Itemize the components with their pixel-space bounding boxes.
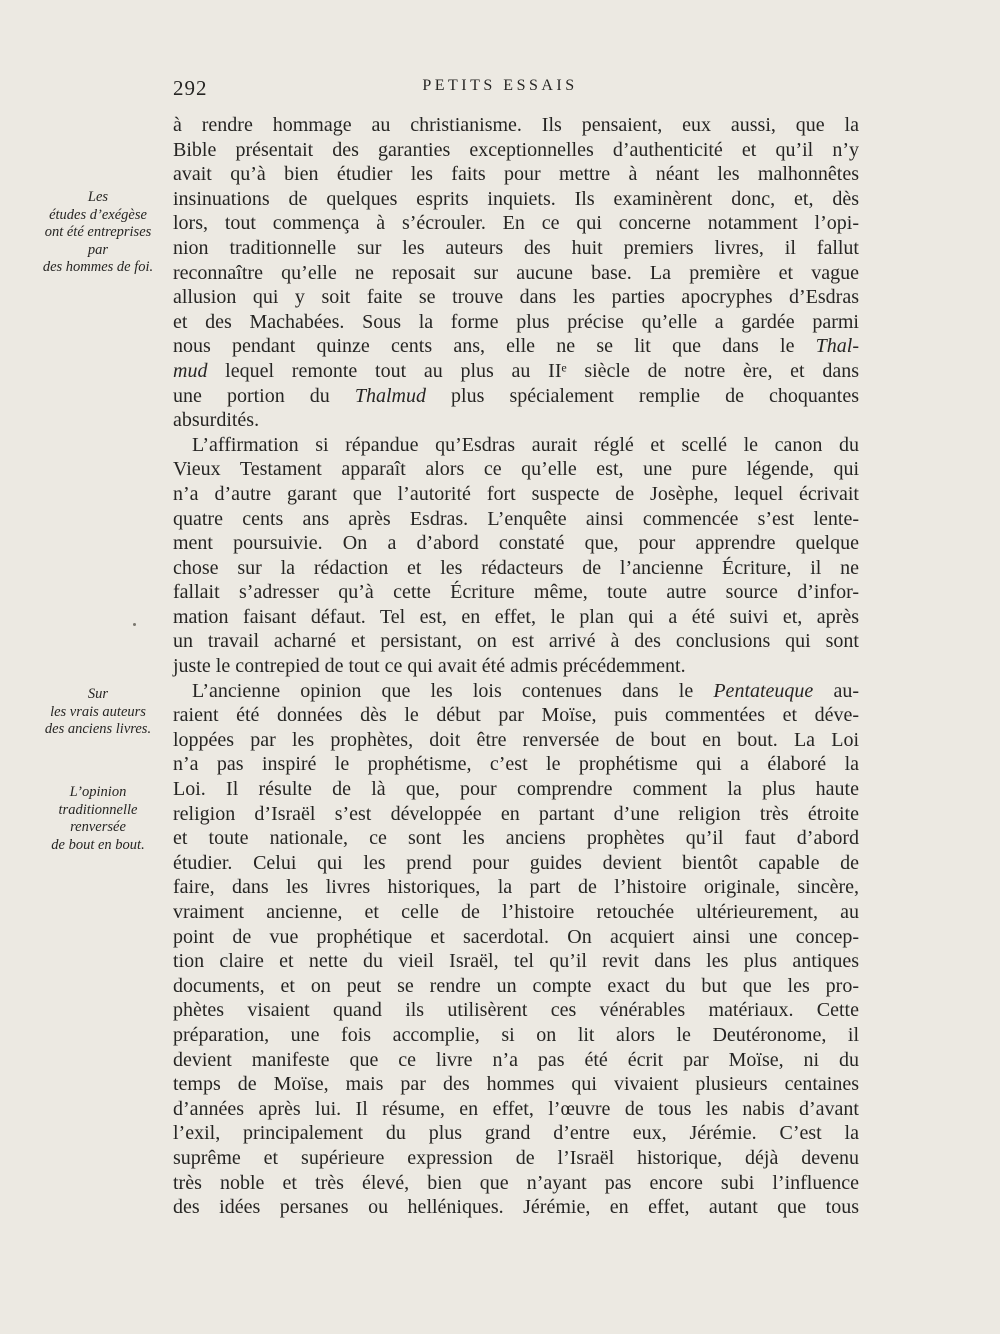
margin-note-line: L’opinion: [69, 784, 127, 800]
text-line: étudier. Celui qui les prend pour guides devient bientôt capable de: [173, 851, 859, 874]
text-line: reconnaître qu’elle ne reposait sur aucune base. La première et vague: [173, 261, 859, 284]
text-line: Bible présentait des garanties exceptionnelles d’authenticité et qu’il n’y: [173, 138, 859, 161]
text-line: à rendre hommage au christianisme. Ils pensaient, eux aussi, que la: [173, 114, 859, 136]
text-line: [173, 334, 859, 359]
text-line: Loi. Il résulte de là que, pour comprendre comment la plus haute: [173, 778, 859, 801]
margin-note-line: Sur: [87, 686, 109, 702]
text-line: avait qu’à bien étudier les faits pour mettre à néant les malhonnêtes: [173, 163, 859, 186]
italic-title: Thalmud: [354, 384, 426, 407]
italic-title: Pentateuque: [713, 679, 814, 702]
margin-note-opinion: [30, 784, 166, 854]
text-line: raient été données dès le début par Moïse, puis commentées et déve-: [173, 704, 859, 727]
text-line: un travail acharné et persistant, on est arrivé à des conclusions qui sont: [173, 630, 859, 653]
text-line: phètes visaient quand ils utilisèrent ces vénérables matériaux. Cette: [173, 999, 859, 1022]
margin-note-line: traditionnelle: [58, 801, 138, 818]
margin-note-line: études d’exégèse: [49, 206, 147, 223]
text-line: Vieux Testament apparaît alors ce qu’elle est, une pure légende, qui: [173, 458, 859, 481]
text-line: temps de Moïse, mais par des hommes qui vivaient plusieurs centaines: [173, 1073, 859, 1096]
text-segment: au-: [813, 679, 859, 702]
text-line: et des Machabées. Sous la forme plus précise qu’elle a gardée parmi: [173, 310, 859, 333]
text-line: fallait s’adresser qu’à cette Écriture même, toute autre source d’infor-: [173, 581, 859, 604]
text-line: faire, dans les livres historiques, la part de l’histoire originale, sincère,: [173, 876, 859, 899]
text-line: et toute nationale, ce sont les anciens prophètes qu’il faut d’abord: [173, 827, 859, 850]
text-line: religion d’Israël s’est développée en partant d’une religion très étroite: [173, 802, 859, 825]
text-line: documents, et on peut se rendre un compte exact du but que les pro-: [173, 974, 859, 997]
text-line: absurdités.: [173, 409, 260, 432]
text-line: nion traditionnelle sur les auteurs des huit premiers livres, il fallut: [173, 236, 859, 259]
margin-note-line: les vrais auteurs: [50, 703, 146, 720]
text-line: L’affirmation si répandue qu’Esdras aurait réglé et scellé le canon du: [192, 433, 859, 456]
margin-note-line: des anciens livres.: [44, 721, 152, 737]
margin-note-line: par: [87, 241, 109, 258]
text-line: insinuations de quelques esprits inquiets. Ils examinèrent donc, et, dès: [173, 187, 859, 210]
text-line: très noble et très élevé, bien que n’ayant pas encore subi l’influence: [173, 1171, 859, 1194]
text-line: devient manifeste que ce livre n’a pas été écrit par Moïse, ni du: [173, 1048, 859, 1071]
text-line: d’années après lui. Il résume, en effet, l’œuvre de tous les nabis d’avant: [173, 1097, 859, 1120]
text-line: chose sur la rédaction et les rédacteurs de l’ancienne Écriture, il ne: [173, 556, 859, 579]
text-line: ment poursuivie. On a d’abord constaté que, pour apprendre quelque: [173, 532, 859, 555]
text-line: [173, 679, 859, 704]
text-segment: L’ancienne opinion que les lois contenues dans le: [192, 679, 714, 702]
text-line: vraiment ancienne, et celle de l’histoire retouchée ultérieurement, au: [173, 901, 859, 923]
body-text: [173, 113, 859, 1220]
running-title: PETITS ESSAIS: [422, 77, 578, 94]
text-line: préparation, une fois accomplie, si on lit alors le Deutéronome, il: [173, 1023, 859, 1046]
text-line: [173, 359, 859, 384]
text-line: loppées par les prophètes, doit être renversée de bout en bout. La Loi: [173, 728, 859, 751]
text-segment: lequel remonte tout au plus au IIᵉ siècle de notre ère, et dans: [207, 359, 859, 382]
margin-note-line: ont été entreprises: [44, 224, 152, 240]
margin-note-line: des hommes de foi.: [42, 259, 154, 275]
text-segment: une portion du: [173, 384, 355, 407]
ink-speck: [133, 623, 136, 626]
text-line: tion claire et nette du vieil Israël, tel qu’il revit dans les plus antiques: [173, 950, 859, 973]
text-segment: plus spécialement remplie de choquantes: [425, 384, 859, 407]
margin-note-line: de bout en bout.: [51, 836, 145, 853]
margin-note-line: Les: [87, 189, 109, 205]
text-line: mation faisant défaut. Tel est, en effet, le plan qui a été suivi et, après: [173, 605, 859, 628]
text-line: [173, 384, 859, 409]
text-line: des idées persanes ou helléniques. Jérémie, en effet, autant que tous: [173, 1196, 859, 1219]
text-line: juste le contrepied de tout ce qui avait été admis précédemment.: [173, 655, 686, 678]
text-line: n’a d’autre garant que l’autorité fort suspecte de Josèphe, lequel écrivait: [173, 482, 859, 505]
margin-note-line: renversée: [70, 819, 126, 835]
italic-title: mud: [173, 359, 208, 382]
text-line: point de vue prophétique et sacerdotal. On acquiert ainsi une concep-: [173, 925, 859, 948]
margin-note-exegese: [30, 189, 166, 277]
text-line: lors, tout commença à s’écrouler. En ce qui concerne notamment l’opi-: [173, 212, 859, 235]
margin-note-vrais-auteurs: [30, 686, 166, 739]
text-segment: nous pendant quinze cents ans, elle ne se lit que dans le: [173, 335, 816, 358]
text-line: n’a pas inspiré le prophétisme, c’est le prophétisme qui a élaboré la: [173, 753, 859, 776]
italic-title: Thal-: [815, 335, 859, 358]
text-line: l’exil, principalement du plus grand d’entre eux, Jérémie. C’est la: [173, 1122, 859, 1145]
text-line: quatre cents ans après Esdras. L’enquête ainsi commencée s’est lente-: [173, 507, 859, 530]
text-line: suprême et supérieure expression de l’Israël historique, déjà devenu: [173, 1146, 859, 1169]
page-number: 292: [173, 76, 208, 100]
text-line: allusion qui y soit faite se trouve dans les parties apocryphes d’Esdras: [173, 286, 859, 309]
